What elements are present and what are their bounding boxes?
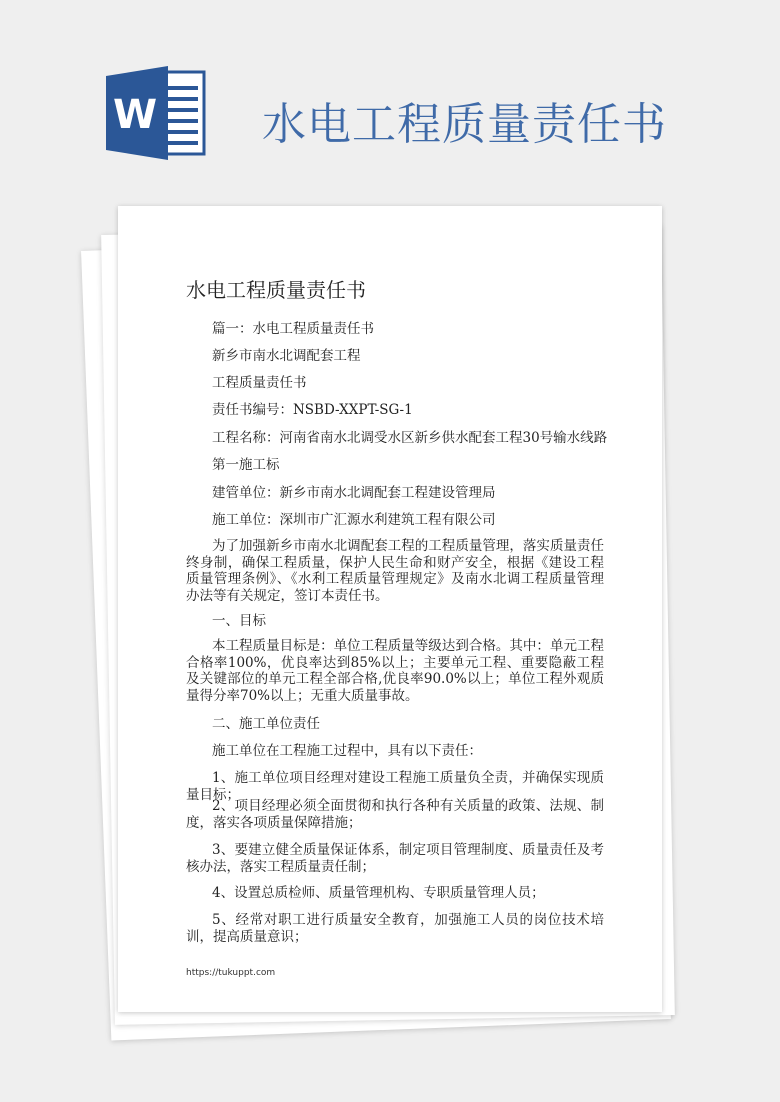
doc-line: 工程名称：河南省南水北调受水区新乡供水配套工程30号输水线路 bbox=[212, 430, 608, 446]
header-title: 水电工程质量责任书 bbox=[262, 99, 667, 150]
doc-line: 工程质量责任书 bbox=[212, 375, 307, 391]
doc-line: 新乡市南水北调配套工程 bbox=[212, 348, 361, 364]
goal-paragraph: 本工程质量目标是：单位工程质量等级达到合格。其中：单元工程合格率100%，优良率达到85%以上；主要单元工程、重要隐蔽工程及关键部位的单元工程全部合格,优良率90.0%以上；单位工程外观质量得分率70%以上；无重大质量事故。 bbox=[186, 638, 604, 704]
list-item: 1、施工单位项目经理对建设工程施工质量负全责，并确保实现质量目标； bbox=[186, 770, 604, 803]
section-heading: 二、施工单位责任 bbox=[212, 716, 320, 732]
intro-paragraph: 为了加强新乡市南水北调配套工程的工程质量管理，落实质量责任终身制，确保工程质量，保护人民生命和财产安全，根据《建设工程质量管理条例》、《水利工程质量管理规定》及南水北调工程质量管理办法等有关规定，签订本责任书。 bbox=[186, 538, 604, 604]
header-banner bbox=[0, 0, 780, 200]
document-title: 水电工程质量责任书 bbox=[186, 278, 366, 302]
doc-line: 第一施工标 bbox=[212, 457, 280, 473]
document-page bbox=[118, 206, 662, 1012]
list-item: 2、项目经理必须全面贯彻和执行各种有关质量的政策、法规、制度，落实各项质量保障措施； bbox=[186, 798, 604, 831]
list-item: 4、设置总质检师、质量管理机构、专职质量管理人员； bbox=[212, 885, 545, 901]
doc-line: 责任书编号：NSBD-XXPT-SG-1 bbox=[212, 402, 413, 418]
doc-line: 建管单位：新乡市南水北调配套工程建设管理局 bbox=[212, 485, 496, 501]
svg-text:W: W bbox=[112, 92, 158, 138]
doc-line: 施工单位：深圳市广汇源水利建筑工程有限公司 bbox=[212, 512, 496, 528]
section-heading: 一、目标 bbox=[212, 613, 266, 629]
doc-line: 篇一：水电工程质量责任书 bbox=[212, 321, 374, 337]
list-item: 5、经常对职工进行质量安全教育，加强施工人员的岗位技术培训，提高质量意识； bbox=[186, 912, 604, 945]
doc-line: 施工单位在工程施工过程中，具有以下责任： bbox=[212, 743, 482, 759]
footer-url[interactable]: https://tukuppt.com bbox=[186, 968, 276, 978]
word-document-icon bbox=[106, 66, 210, 160]
list-item: 3、要建立健全质量保证体系，制定项目管理制度、质量责任及考核办法，落实工程质量责任制； bbox=[186, 842, 604, 875]
